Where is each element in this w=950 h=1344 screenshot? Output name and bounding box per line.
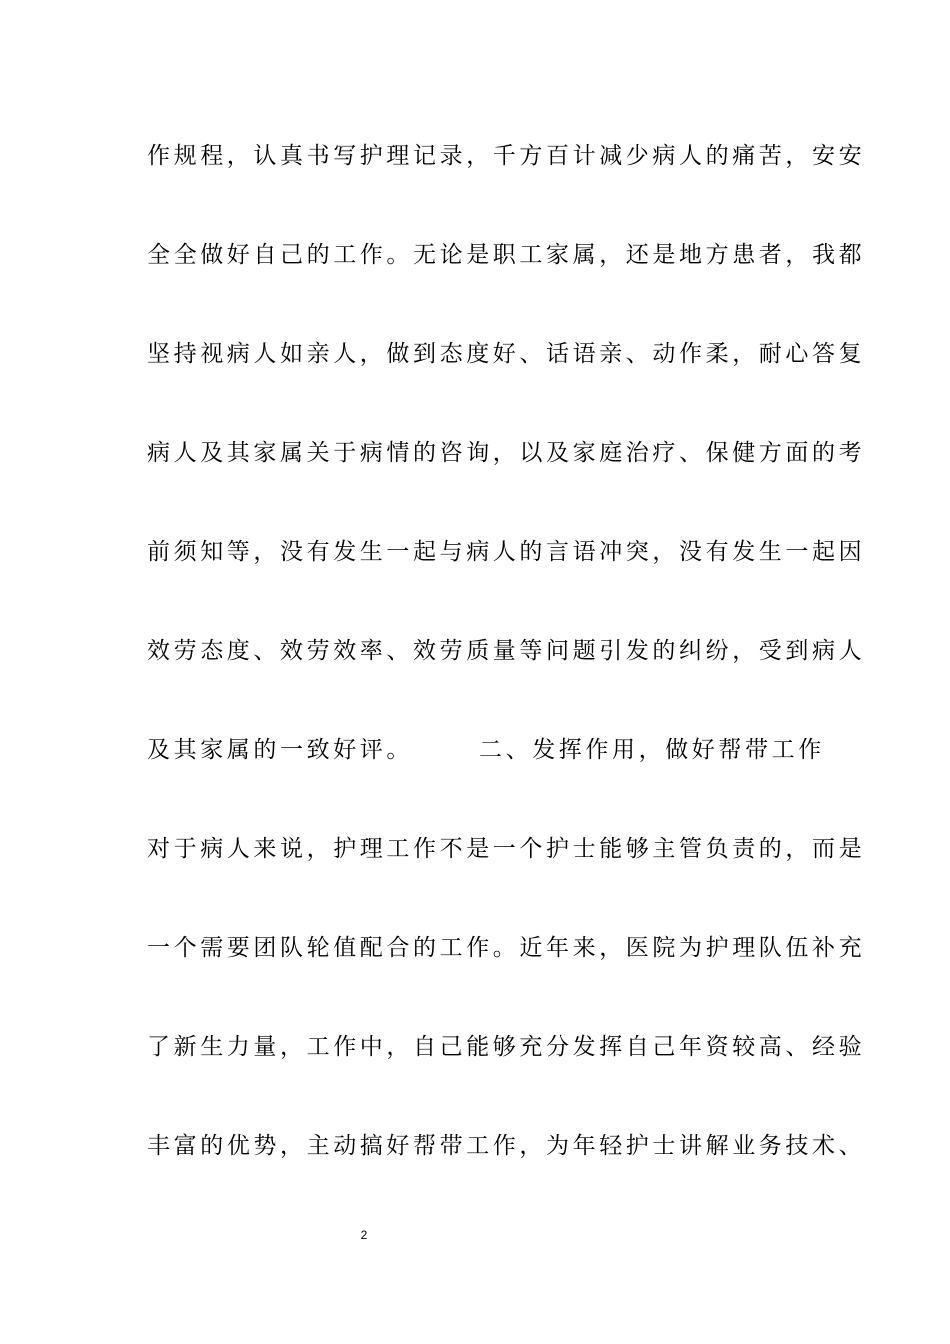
text-line: 丰富的优势，主动搞好帮带工作，为年轻护士讲解业务技术、 [147, 1133, 866, 1159]
text-line: 病人及其家属关于病情的咨询，以及家庭治疗、保健方面的考 [147, 440, 866, 466]
text-line: 效劳态度、效劳效率、效劳质量等问题引发的纠纷，受到病人 [147, 638, 866, 664]
section-heading: 二、发挥作用，做好帮带工作 [479, 737, 825, 763]
text-line: 全全做好自己的工作。无论是职工家属，还是地方患者，我都 [147, 242, 866, 268]
text-segment: 及其家属的一致好评。 [147, 737, 413, 763]
text-line: 了新生力量，工作中，自己能够充分发挥自己年资较高、经验 [147, 1034, 866, 1060]
text-line: 前须知等，没有发生一起与病人的言语冲突，没有发生一起因 [147, 539, 866, 565]
body-text [147, 133, 866, 1222]
page-number: 2 [360, 1228, 368, 1242]
text-line: 作规程，认真书写护理记录，千方百计减少病人的痛苦，安安 [147, 143, 866, 169]
text-line: 坚持视病人如亲人，做到态度好、话语亲、动作柔，耐心答复 [147, 341, 866, 367]
text-line: 对于病人来说，护理工作不是一个护士能够主管负责的，而是 [147, 836, 866, 862]
text-line: 一个需要团队轮值配合的工作。近年来，医院为护理队伍补充 [147, 935, 866, 961]
text-line [147, 727, 825, 826]
